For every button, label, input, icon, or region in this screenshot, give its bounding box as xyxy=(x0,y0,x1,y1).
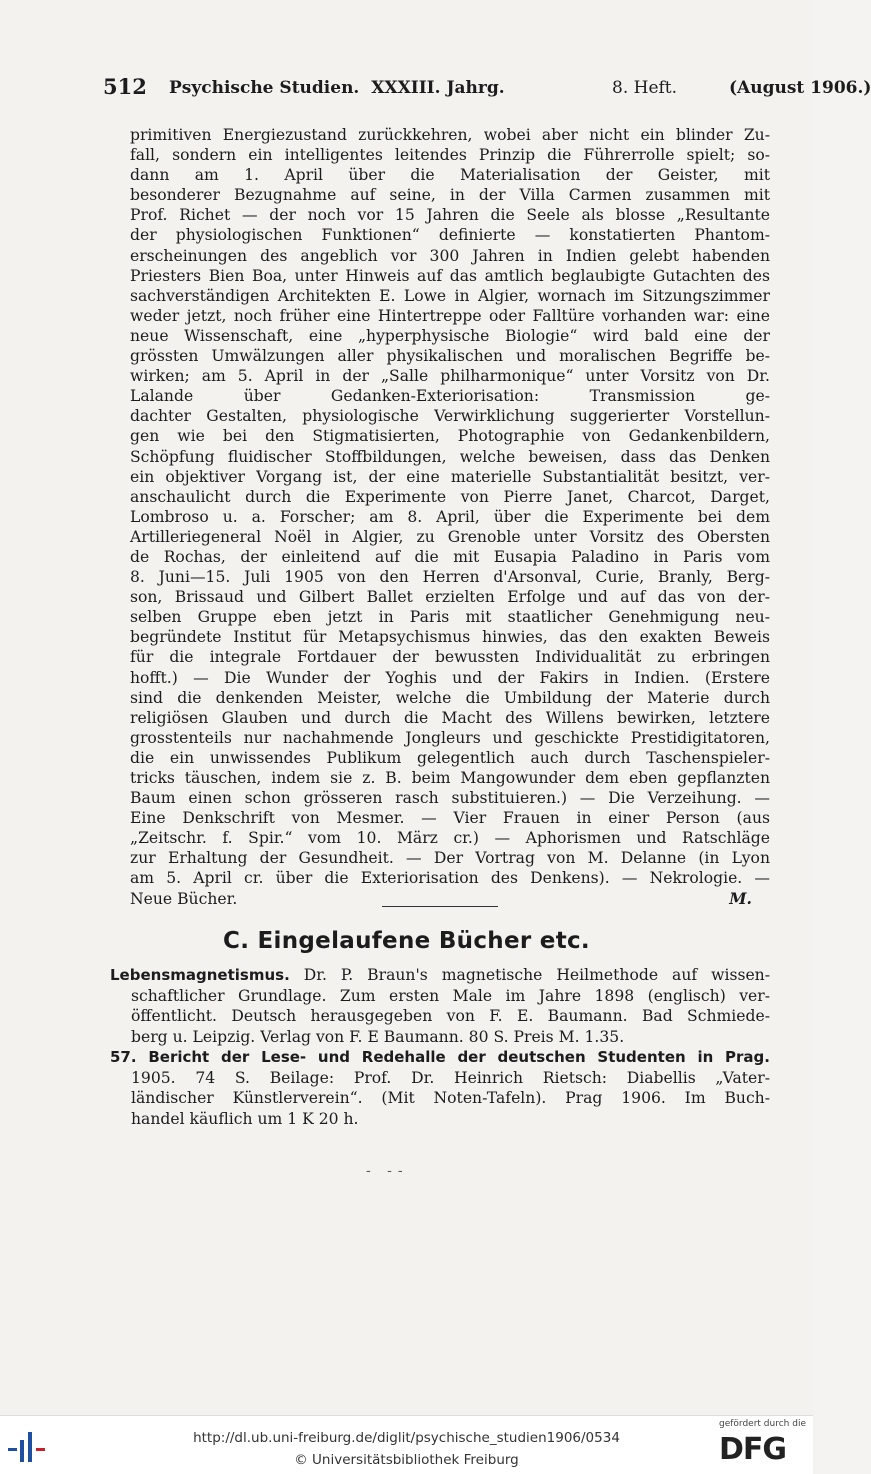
text-line: dachter Gestalten, physiologische Verwirklichung suggerierter Vorstellun- xyxy=(130,407,770,426)
book-entry-line: 1905. 74 S. Beilage: Prof. Dr. Heinrich Rietsch: Diabellis „Vater- xyxy=(131,1068,770,1087)
text-line: tricks täuschen, indem sie z. B. beim Mangowunder dem eben gepflanzten xyxy=(130,769,770,787)
copyright-notice: © Universitätsbibliothek Freiburg xyxy=(294,1452,519,1468)
text-line: Eine Denkschrift von Mesmer. — Vier Frauen in einer Person (aus xyxy=(130,809,770,828)
article-body xyxy=(130,125,770,909)
issue-date: (August 1906.) xyxy=(729,78,871,98)
journal-volume: XXXIII. Jahrg. xyxy=(371,78,505,98)
viewer-footer xyxy=(0,1415,813,1474)
text-line: neue Wissenschaft, eine „hyperphysische Biologie“ wird bald eine der xyxy=(130,326,770,345)
text-line: Prof. Richet — der noch vor 15 Jahren die Seele als blosse „Resultante xyxy=(130,206,770,225)
section-divider xyxy=(382,906,498,907)
text-line: zur Erhaltung der Gesundheit. — Der Vortrag von M. Delanne (in Lyon xyxy=(130,849,770,868)
end-ornament: - -- xyxy=(366,1163,409,1179)
book-entry-first-line xyxy=(110,1047,770,1068)
text-line: primitiven Energiezustand zurückkehren, wobei aber nicht ein blinder Zu- xyxy=(130,126,770,144)
book-entry-line: schaftlicher Grundlage. Zum ersten Male im Jahre 1898 (englisch) ver- xyxy=(131,986,770,1005)
book-entry-line: berg u. Leipzig. Verlag von F. E Baumann. 80 S. Preis M. 1.35. xyxy=(131,1027,625,1046)
text-line: die ein unwissendes Publikum gelegentlich auch durch Taschenspieler- xyxy=(130,748,770,767)
text-line: grössten Umwälzungen aller physikalischen und moralischen Begriffe be- xyxy=(130,347,770,366)
book-entry xyxy=(110,1047,770,1129)
text-line: selben Gruppe eben jetzt in Paris mit staatlicher Genehmigung neu- xyxy=(130,608,770,627)
text-line: der physiologischen Funktionen“ definierte — konstatierten Phantom- xyxy=(130,226,770,245)
text-line: Lalande über Gedanken-Exteriorisation: Transmission ge- xyxy=(130,387,770,406)
book-keyword: Lebensmagnetismus. xyxy=(110,966,290,984)
text-line: grosstenteils nur nachahmende Jongleurs und geschickte Prestidigitatoren, xyxy=(130,728,770,747)
text-line: „Zeitschr. f. Spir.“ vom 10. März cr.) — Aphorismen und Ratschläge xyxy=(130,829,770,848)
book-entry-first-line xyxy=(110,965,770,986)
book-entry-line: öffentlicht. Deutsch herausgegeben von F. E. Baumann. Bad Schmiede- xyxy=(131,1007,770,1025)
journal-name: Psychische Studien. xyxy=(169,78,360,98)
text-line: fall, sondern ein intelligentes leitendes Prinzip die Führerrolle spielt; so- xyxy=(130,146,770,165)
text-line: sachverständigen Architekten E. Lowe in Algier, wornach im Sitzungszimmer xyxy=(130,286,770,305)
text-line: Schöpfung fluidischer Stoffbildungen, welche beweisen, dass das Denken xyxy=(130,447,770,466)
text-line: ein objektiver Vorgang ist, der eine materielle Substantialität besitzt, ver- xyxy=(130,467,770,486)
dfg-caption: gefördert durch die xyxy=(719,1419,806,1429)
text-line: erscheinungen des angeblich vor 300 Jahren in Indien gelebt habenden xyxy=(130,246,770,265)
text-line: sind die denkenden Meister, welche die Umbildung der Materie durch xyxy=(130,688,770,707)
text-line: am 5. April cr. über die Exteriorisation des Denkens). — Nekrologie. — xyxy=(130,869,770,888)
book-entry xyxy=(110,965,770,1047)
text-line: begründete Institut für Metapsychismus hinwies, das den exakten Beweis xyxy=(130,628,770,647)
book-entry-line: handel käuflich um 1 K 20 h. xyxy=(131,1109,359,1128)
book-entry-line: ländischer Künstlerverein“. (Mit Noten-Tafeln). Prag 1906. Im Buch- xyxy=(131,1089,770,1107)
text-line: weder jetzt, noch früher eine Hintertreppe oder Falltüre vorhanden war: eine xyxy=(130,306,770,325)
text-line: de Rochas, der einleitend auf die mit Eusapia Paladino in Paris vom xyxy=(130,547,770,566)
text-line: anschaulicht durch die Experimente von Pierre Janet, Charcot, Darget, xyxy=(130,487,770,506)
permalink[interactable]: http://dl.ub.uni-freiburg.de/diglit/psychische_studien1906/0534 xyxy=(193,1430,620,1446)
book-keyword: 57. Bericht der Lese- und Redehalle der deutschen Studenten in Prag. xyxy=(110,1048,770,1066)
running-header xyxy=(103,74,871,104)
journal-title xyxy=(169,78,505,98)
text-line: Lombroso u. a. Forscher; am 8. April, über die Experimente bei dem xyxy=(130,507,770,526)
text-line: Baum einen schon grösseren rasch substituieren.) — Die Verzeihung. — xyxy=(130,789,770,808)
section-heading: C. Eingelaufene Bücher etc. xyxy=(223,928,590,954)
book-entry-text: Dr. P. Braun's magnetische Heilmethode auf wissen- xyxy=(289,966,770,984)
text-line: son, Brissaud und Gilbert Ballet erzielten Erfolge und auf das von der- xyxy=(130,588,770,607)
received-books-list xyxy=(110,965,770,1129)
text-line: für die integrale Fortdauer der bewussten Individualität zu erbringen xyxy=(130,648,770,667)
author-signature: M. xyxy=(729,888,752,908)
text-line: Priesters Bien Boa, unter Hinweis auf das amtlich beglaubigte Gutachten des xyxy=(130,266,770,285)
text-line: Artilleriegeneral Noël in Algier, zu Grenoble unter Vorsitz des Obersten xyxy=(130,527,770,546)
text-line: religiösen Glauben und durch die Macht des Willens bewirken, letztere xyxy=(130,708,770,727)
text-line: 8. Juni—15. Juli 1905 von den Herren d'Arsonval, Curie, Branly, Berg- xyxy=(130,568,770,587)
page-number: 512 xyxy=(103,74,147,99)
text-line: wirken; am 5. April in der „Salle philharmonique“ unter Vorsitz von Dr. xyxy=(130,367,770,386)
text-line: dann am 1. April über die Materialisation der Geister, mit xyxy=(130,166,770,185)
closing-text: Neue Bücher. xyxy=(130,889,238,908)
text-line: gen wie bei den Stigmatisierten, Photographie von Gedankenbildern, xyxy=(130,427,770,446)
issue-number: 8. Heft. xyxy=(612,78,678,98)
text-line: besonderer Bezugnahme auf seine, in der Villa Carmen zusammen mit xyxy=(130,186,770,205)
text-line: hofft.) — Die Wunder der Yoghis und der Fakirs in Indien. (Erstere xyxy=(130,668,770,687)
dfg-logo: DFG xyxy=(719,1432,787,1467)
